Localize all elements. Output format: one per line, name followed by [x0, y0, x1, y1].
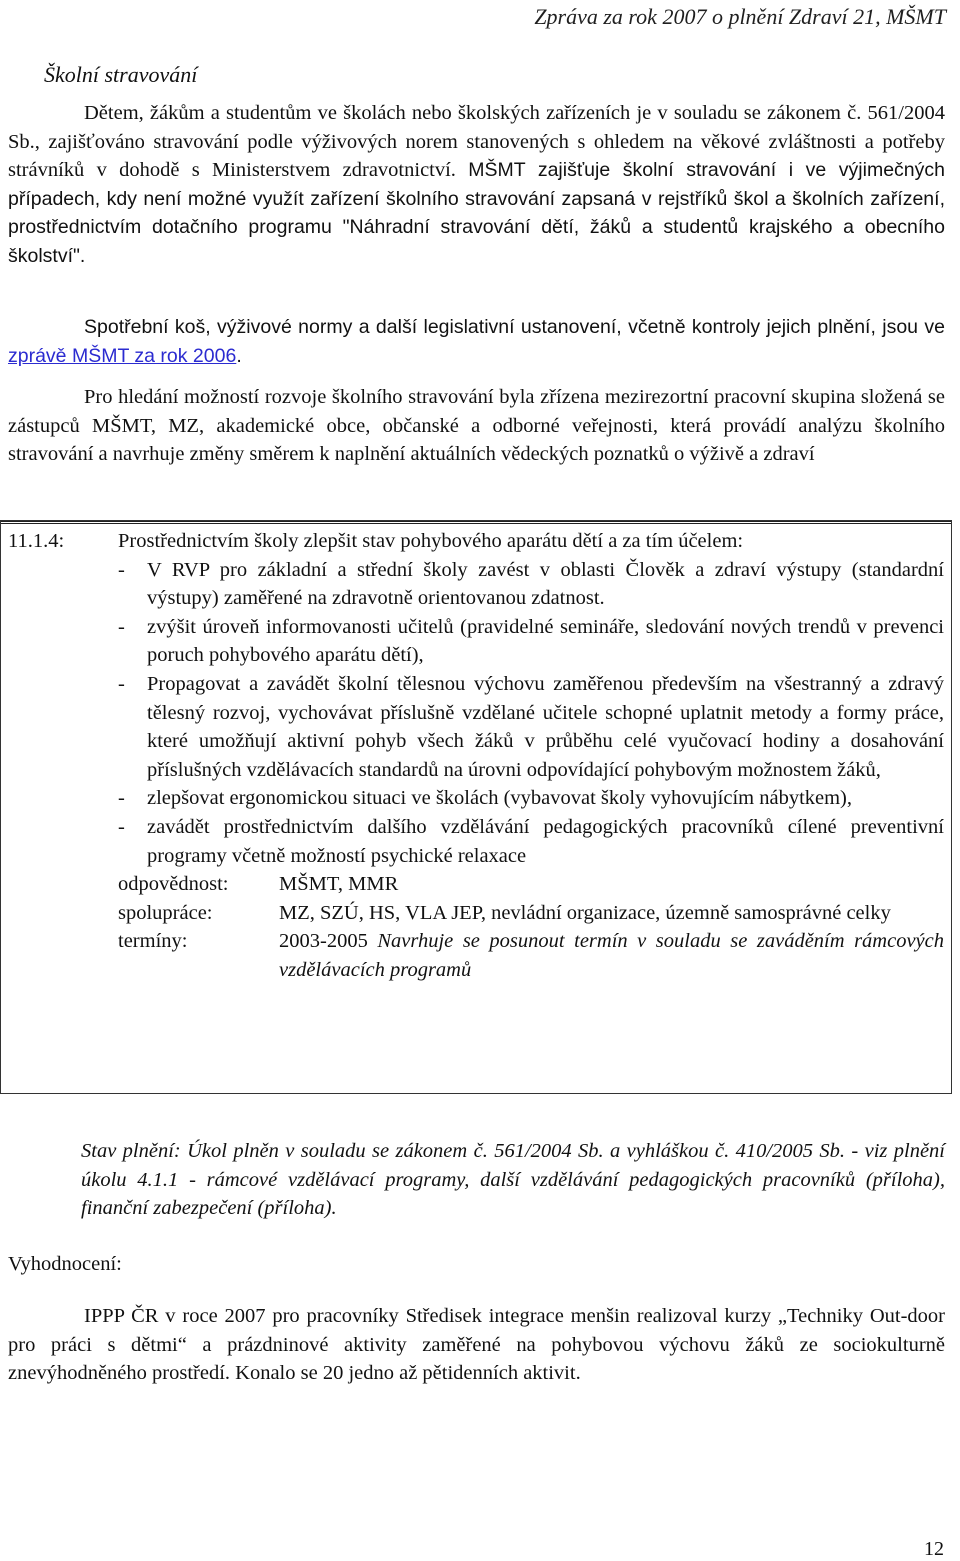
task-bullet-text: V RVP pro základní a střední školy zavést v oblasti Člověk a zdraví výstupy (standardní výstupy) zaměřené na zdravotně orientovanou zdatnost.: [147, 558, 944, 610]
responsibility-label: odpovědnost:: [118, 873, 229, 896]
paragraph-intro: [8, 99, 945, 271]
paragraph-working-group: Pro hledání možností rozvoje školního stravování byla zřízena mezirezortní pracovní skupina složená se zástupců MŠMT, MZ, akademické obce, občanské a odborné veřejnosti, která provádí analýzu školního stravování a navrhuje změny směrem k naplnění aktuálních vědeckých poznatků o výživě a zdraví: [8, 386, 945, 466]
deadline-label: termíny:: [118, 930, 188, 953]
bullet-dash: -: [118, 672, 125, 695]
bullet-dash: -: [118, 815, 125, 838]
bullet-dash: -: [118, 787, 125, 810]
evaluation-label: Vyhodnocení:: [8, 1253, 122, 1275]
deadline-note: Navrhuje se posunout termín v souladu se zaváděním rámcových vzdělávacích programů: [279, 930, 944, 981]
task-bullet-text: zlepšovat ergonomickou situaci ve školách (vybavovat školy vyhovujícím nábytkem),: [147, 787, 853, 810]
task-bullet-item: [118, 556, 944, 613]
cooperation-label: spolupráce:: [118, 901, 213, 924]
task-bullet-text: Propagovat a zavádět školní tělesnou výchovu zaměřenou především na všestranný a zdravý tělesný rozvoj, vychovávat příslušně vzdělané učitele schopné uplatnit metody a formy práce, které umožňují aktivní pohyb všech žáků v průběhu celé vyučovací hodiny a dosahování příslušných vzdělávacích standardů na úrovni odpovídající pohybovým možnostem žáků,: [147, 672, 944, 781]
paragraph-consumer-basket-text: Spotřební koš, výživové normy a další legislativní ustanovení, včetně kontroly jejich plnění, jsou ve: [84, 316, 945, 338]
deadline-row: [118, 927, 944, 984]
responsibility-row: [118, 870, 944, 899]
report-2006-link[interactable]: zprávě MŠMT za rok 2006: [8, 344, 237, 367]
page-number: 12: [924, 1538, 944, 1560]
cooperation-value: MZ, SZÚ, HS, VLA JEP, nevládní organizace, územně samosprávné celky: [279, 901, 891, 924]
paragraph-consumer-basket-end: .: [236, 344, 242, 367]
task-bullet-text: zvýšit úroveň informovanosti učitelů (pravidelné semináře, sledování nových trendů v prevenci poruch pohybového aparátu dětí),: [147, 615, 944, 667]
task-bullet-item: [118, 784, 944, 813]
task-bullet-list: [118, 556, 944, 871]
deadline-years: 2003-2005: [279, 930, 368, 953]
paragraph-intro-msmt: MŠMT zajišťuje školní stravování i ve výjimečných případech, kdy není možné využít zařízení školního stravování zapsaná v rejstříků škol a školních zařízení, prostřednictvím dotačního programu "Náhradní stravování dětí, žáků a studentů krajského a obecního školství".: [8, 159, 946, 267]
task-bullet-item: [118, 670, 944, 784]
task-intro: Prostřednictvím školy zlepšit stav pohybového aparátu dětí a za tím účelem:: [118, 530, 744, 552]
task-bullet-item: [118, 613, 944, 670]
paragraph-intro-text: Dětem, žákům a studentům ve školách nebo školských zařízeních je v souladu se zákonem č. 561/2004 Sb., zajišťováno stravování podle výživových norem stanovených s ohledem na věkové zvláštnosti a potřeby strávníků v dohodě s Ministerstvem zdravotnictví.: [8, 102, 945, 182]
cooperation-row: [118, 899, 944, 928]
task-bullet-item: [118, 813, 944, 870]
evaluation-text: IPPP ČR v roce 2007 pro pracovníky Středisek integrace menšin realizoval kurzy „Techniky Out-door pro práci s dětmi“ a prázdninové aktivity zaměřené na pohybovou výchovu žáků ze sociokulturně znevýhodněného prostředí. Konalo se 20 jedno až pětidenních aktivit.: [8, 1305, 945, 1385]
task-bullet-text: zavádět prostřednictvím dalšího vzdělávání pedagogických pracovníků cílené preventivní programy včetně možností psychické relaxace: [147, 815, 944, 867]
bullet-dash: -: [118, 615, 125, 638]
bullet-dash: -: [118, 558, 125, 581]
task-code: 11.1.4:: [8, 530, 65, 552]
status-of-fulfilment: Stav plnění: Úkol plněn v souladu se zákonem č. 561/2004 Sb. a vyhláškou č. 410/2005 Sb. - viz plnění úkolu 4.1.1 - rámcové vzdělávací programy, další vzdělávání pedagogických pracovníků (příloha), finanční zabezpečení (příloha).: [81, 1140, 945, 1220]
section-title: Školní stravování: [44, 62, 198, 87]
paragraph-consumer-basket: [8, 313, 945, 370]
responsibility-value: MŠMT, MMR: [279, 873, 399, 896]
task-content: [118, 527, 944, 985]
running-header: Zpráva za rok 2007 o plnění Zdraví 21, MŠMT: [534, 4, 946, 29]
deadline-value: [279, 927, 944, 984]
